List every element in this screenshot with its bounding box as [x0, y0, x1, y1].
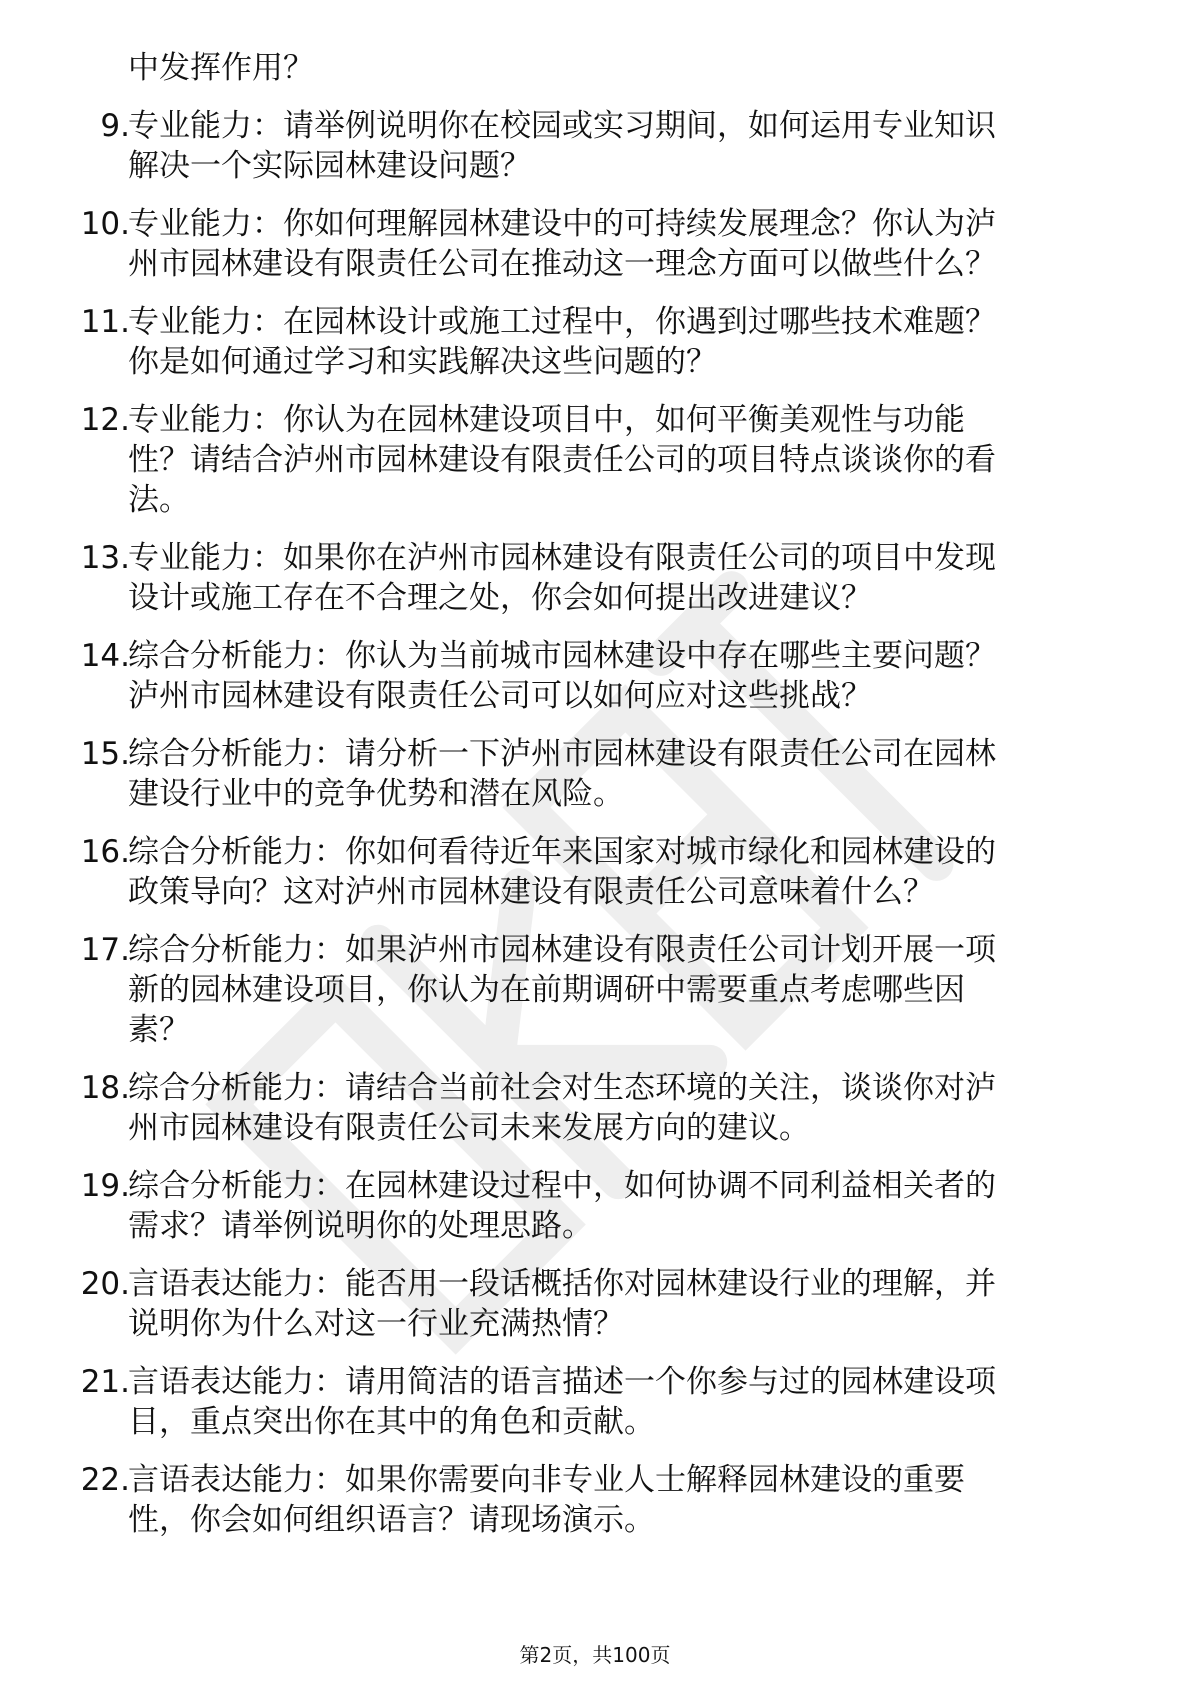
question-item	[0, 1166, 1190, 1246]
question-item	[0, 930, 1190, 1050]
question-item	[0, 734, 1190, 814]
question-item	[0, 400, 1190, 520]
question-text: 专业能力：请举例说明你在校园或实习期间，如何运用专业知识 解决一个实际园林建设问题？	[128, 108, 996, 184]
question-item	[0, 1068, 1190, 1148]
question-number: 18.	[80, 1070, 130, 1106]
question-item	[0, 1362, 1190, 1442]
question-text: 专业能力：你认为在园林建设项目中，如何平衡美观性与功能 性？请结合泸州市园林建设有限责任公司的项目特点谈谈你的看 法。	[128, 402, 996, 518]
question-item	[0, 538, 1190, 618]
question-number: 19.	[80, 1168, 130, 1204]
question-text: 综合分析能力：请分析一下泸州市园林建设有限责任公司在园林 建设行业中的竞争优势和潜在风险。	[128, 736, 996, 812]
question-number: 11.	[80, 304, 130, 340]
question-item	[0, 1460, 1190, 1540]
question-number: 21.	[80, 1364, 130, 1400]
question-item	[0, 106, 1190, 186]
question-text: 综合分析能力：请结合当前社会对生态环境的关注，谈谈你对泸 州市园林建设有限责任公司未来发展方向的建议。	[128, 1070, 996, 1146]
question-text: 综合分析能力：你如何看待近年来国家对城市绿化和园林建设的 政策导向？这对泸州市园林建设有限责任公司意味着什么？	[128, 834, 996, 910]
question-text: 专业能力：如果你在泸州市园林建设有限责任公司的项目中发现 设计或施工存在不合理之处，你会如何提出改进建议？	[128, 540, 996, 616]
question-item	[0, 204, 1190, 284]
page-number-label: 第2页，共100页	[519, 1643, 671, 1667]
question-number: 14.	[80, 638, 130, 674]
question-text: 综合分析能力：如果泸州市园林建设有限责任公司计划开展一项 新的园林建设项目，你认为在前期调研中需要重点考虑哪些因 素？	[128, 932, 996, 1048]
question-item-continued	[0, 48, 1190, 88]
question-number: 20.	[80, 1266, 130, 1302]
question-item	[0, 832, 1190, 912]
question-number: 10.	[80, 206, 130, 242]
question-number: 12.	[80, 402, 130, 438]
page-footer	[0, 1641, 1190, 1669]
question-number: 13.	[80, 540, 130, 576]
question-text: 专业能力：你如何理解园林建设中的可持续发展理念？你认为泸 州市园林建设有限责任公司在推动这一理念方面可以做些什么？	[128, 206, 996, 282]
question-text: 言语表达能力：如果你需要向非专业人士解释园林建设的重要 性，你会如何组织语言？请现场演示。	[128, 1462, 965, 1538]
question-number: 9.	[100, 108, 130, 144]
question-number: 22.	[80, 1462, 130, 1498]
question-text: 综合分析能力：你认为当前城市园林建设中存在哪些主要问题？ 泸州市园林建设有限责任公司可以如何应对这些挑战？	[128, 638, 996, 714]
question-item	[0, 302, 1190, 382]
question-item	[0, 1264, 1190, 1344]
question-text: 中发挥作用？	[128, 50, 314, 86]
question-text: 言语表达能力：请用简洁的语言描述一个你参与过的园林建设项 目，重点突出你在其中的角色和贡献。	[128, 1364, 996, 1440]
question-text: 专业能力：在园林设计或施工过程中，你遇到过哪些技术难题？ 你是如何通过学习和实践解决这些问题的？	[128, 304, 996, 380]
question-number: 17.	[80, 932, 130, 968]
question-text: 综合分析能力：在园林建设过程中，如何协调不同利益相关者的 需求？请举例说明你的处理思路。	[128, 1168, 996, 1244]
question-text: 言语表达能力：能否用一段话概括你对园林建设行业的理解，并 说明你为什么对这一行业充满热情？	[128, 1266, 996, 1342]
question-list	[0, 48, 1190, 1540]
question-item	[0, 636, 1190, 716]
question-number: 15.	[80, 736, 130, 772]
question-number: 16.	[80, 834, 130, 870]
